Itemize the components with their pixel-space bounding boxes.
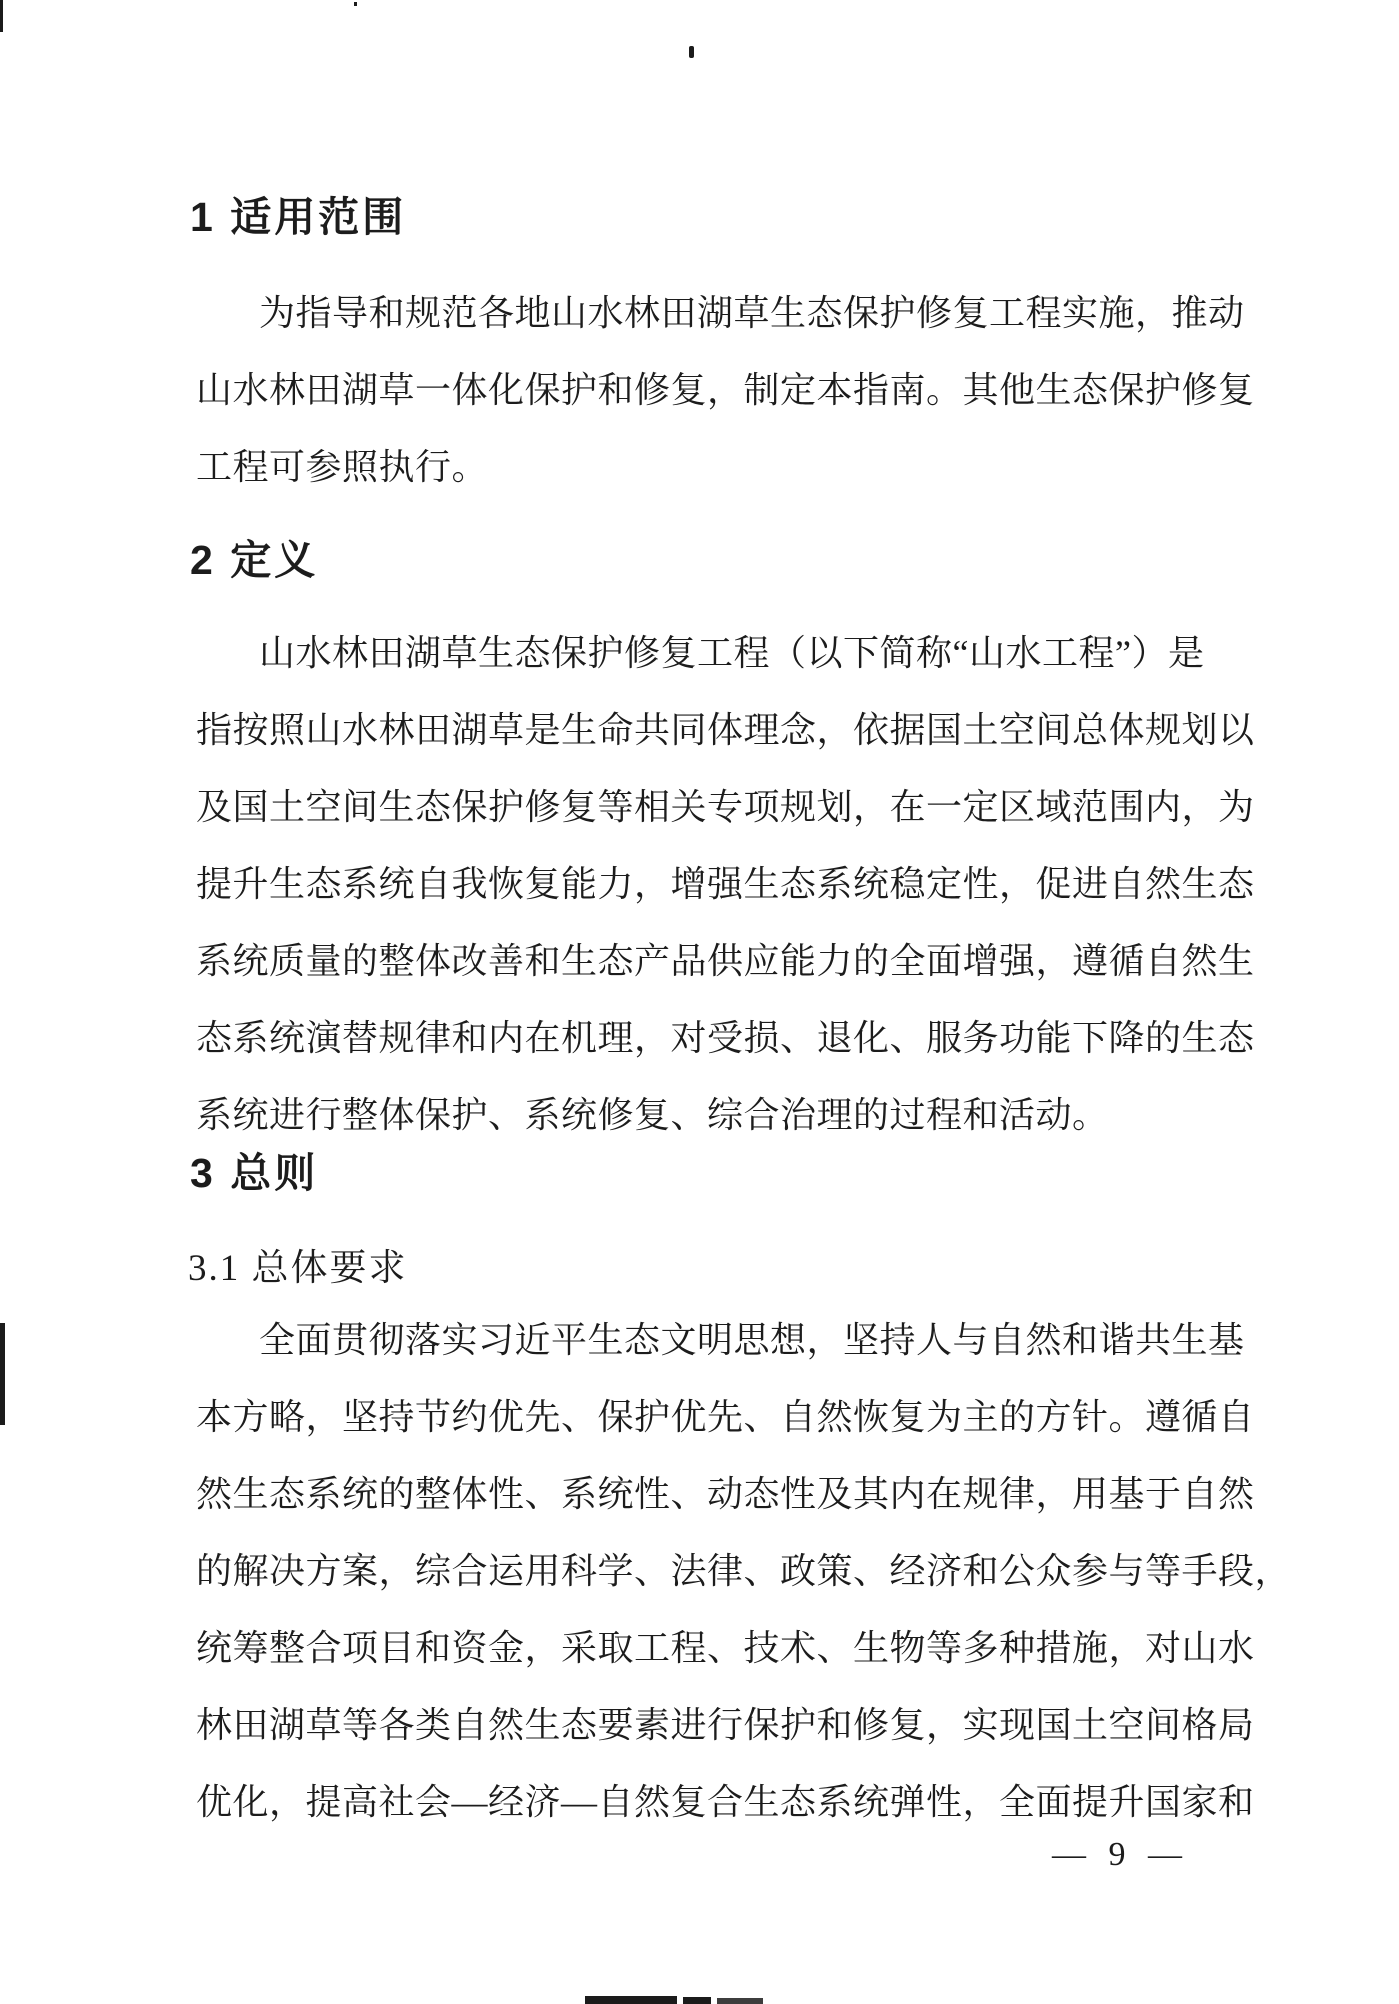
scan-artifact-top-left-line bbox=[0, 0, 3, 32]
scan-artifact-bottom-mark bbox=[717, 1998, 763, 2004]
text-line: 提升生态系统自我恢复能力，增强生态系统稳定性，促进自然生态 bbox=[196, 864, 1255, 904]
text-line: 然生态系统的整体性、系统性、动态性及其内在规律，用基于自然 bbox=[196, 1474, 1255, 1514]
scan-artifact-bottom-mark bbox=[585, 1996, 677, 2004]
scan-artifact-bottom-mark bbox=[683, 1997, 711, 2004]
text-line: 林田湖草等各类自然生态要素进行保护和修复，实现国土空间格局 bbox=[196, 1705, 1255, 1745]
text-line: 系统质量的整体改善和生态产品供应能力的全面增强，遵循自然生 bbox=[196, 941, 1255, 981]
text-line: 为指导和规范各地山水林田湖草生态保护修复工程实施，推动 bbox=[259, 293, 1245, 333]
text-line: 态系统演替规律和内在机理，对受损、退化、服务功能下降的生态 bbox=[196, 1018, 1255, 1058]
text-line: 统筹整合项目和资金，采取工程、技术、生物等多种措施，对山水 bbox=[196, 1628, 1255, 1668]
scan-artifact-left-edge-bar bbox=[0, 1323, 5, 1425]
text-line: 系统进行整体保护、系统修复、综合治理的过程和活动。 bbox=[196, 1095, 1109, 1135]
text-line: 山水林田湖草一体化保护和修复，制定本指南。其他生态保护修复 bbox=[196, 370, 1255, 410]
scan-artifact-top-dot bbox=[354, 2, 357, 6]
page-number: — 9 — bbox=[1052, 1836, 1189, 1873]
text-line: 本方略，坚持节约优先、保护优先、自然恢复为主的方针。遵循自 bbox=[196, 1397, 1255, 1437]
section-3-heading: 3 总则 bbox=[190, 1150, 319, 1196]
text-line: 优化，提高社会—经济—自然复合生态系统弹性，全面提升国家和 bbox=[196, 1782, 1255, 1822]
text-line: 全面贯彻落实习近平生态文明思想，坚持人与自然和谐共生基 bbox=[259, 1320, 1245, 1360]
text-line: 指按照山水林田湖草是生命共同体理念，依据国土空间总体规划以 bbox=[196, 710, 1255, 750]
text-line: 的解决方案，综合运用科学、法律、政策、经济和公众参与等手段， bbox=[196, 1551, 1292, 1591]
section-1-heading: 1 适用范围 bbox=[190, 194, 407, 240]
text-line: 山水林田湖草生态保护修复工程（以下简称“山水工程”）是 bbox=[259, 633, 1205, 673]
section-3-1-subheading: 3.1 总体要求 bbox=[188, 1248, 408, 1289]
text-line: 及国土空间生态保护修复等相关专项规划，在一定区域范围内，为 bbox=[196, 787, 1255, 827]
section-2-heading: 2 定义 bbox=[190, 537, 319, 583]
text-line: 工程可参照执行。 bbox=[196, 447, 489, 487]
scan-artifact-center-speck bbox=[689, 46, 694, 58]
